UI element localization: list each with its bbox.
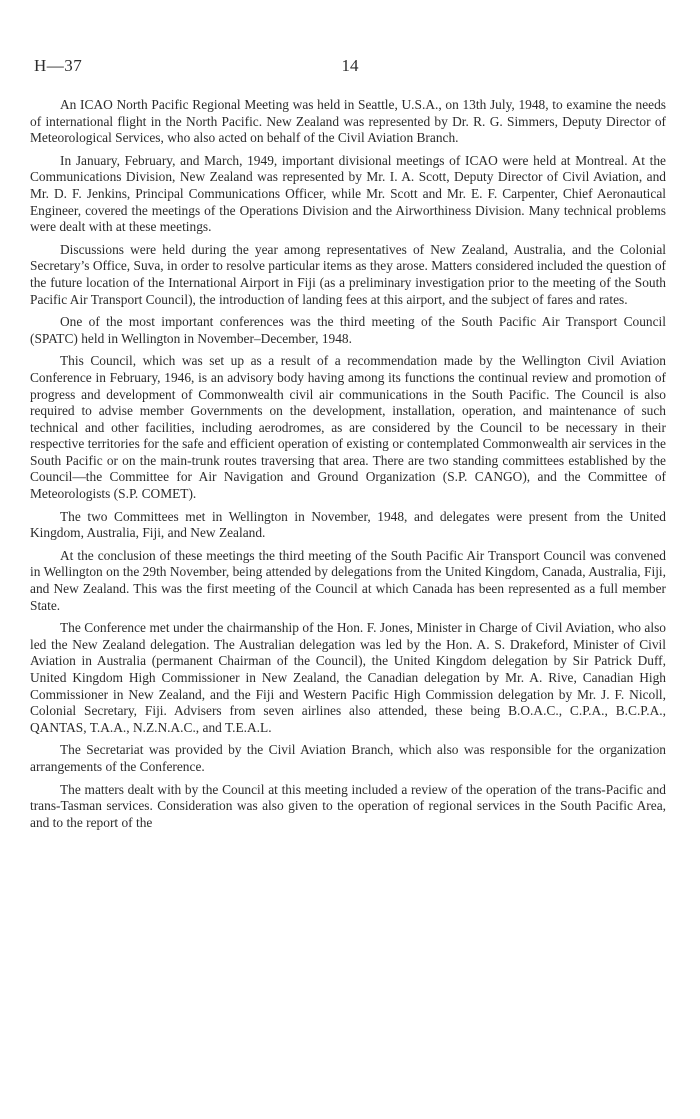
document-reference: H—37 bbox=[34, 56, 83, 75]
body-text bbox=[30, 97, 666, 837]
paragraph-montreal-meetings: In January, February, and March, 1949, important divisional meetings of ICAO were held at Montreal. At the Communications Division, New Zealand was represented by Mr. I. A. Scott, Deputy Director of Civil Aviation, and Mr. D. F. Jenkins, Principal Communications Officer, while Mr. Scott and Mr. E. F. Carpenter, Chief Aeronautical Engineer, covered the meetings of the Operations Division and the Airworthiness Division. Many technical problems were dealt with at these meetings. bbox=[30, 152, 666, 235]
paragraph-secretariat: The Secretariat was provided by the Civil Aviation Branch, which also was responsible for the organization arrangements of the Conference. bbox=[30, 742, 666, 774]
paragraph-chairmanship: The Conference met under the chairmanship of the Hon. F. Jones, Minister in Charge of Civil Aviation, who also led the New Zealand delegation. The Australian delegation was led by the Hon. A. S. Drakeford, Minister of Civil Aviation in Australia (permanent Chairman of the Council), the United Kingdom delegation by Sir Patrick Duff, United Kingdom High Commissioner in New Zealand, the Canadian delegation by Mr. A. Rive, Canadian High Commissioner in New Zealand, and the Fiji and Western Pacific High Commission delegation by Mr. J. F. Nicoll, Colonial Secretary, Fiji. Advisers from seven airlines also attended, these being B.O.A.C., C.P.A., B.C.P.A., QANTAS, T.A.A., N.Z.N.A.C., and T.E.A.L. bbox=[30, 620, 666, 735]
running-header bbox=[34, 56, 666, 80]
paragraph-matters-dealt: The matters dealt with by the Council at this meeting included a review of the operation of the trans-Pacific and trans-Tasman services. Consideration was also given to the operation of regional services in the South Pacific Area, and to the report of the bbox=[30, 781, 666, 830]
paragraph-committees: The two Committees met in Wellington in November, 1948, and delegates were present from the United Kingdom, Australia, Fiji, and New Zealand. bbox=[30, 508, 666, 541]
paragraph-council-purpose: This Council, which was set up as a result of a recommendation made by the Wellington Civil Aviation Conference in February, 1946, is an advisory body having among its functions the continual review and promotion of progress and development of Commonwealth civil air communications in the South Pacific. The Council is also required to advise member Governments on the development, installation, operation, and maintenance of such technical and other facilities, including aerodromes, as are considered by the Council to be necessary in their respective territories for the safe and efficient operation of existing or contemplated Commonwealth air services in the South Pacific or on the main-trunk routes traversing that area. There are two standing committees established by the Council—the Committee for Air Navigation and Ground Organization (S.P. CANGO), and the Committee of Meteorologists (S.P. COMET). bbox=[30, 353, 666, 502]
paragraph-third-meeting: At the conclusion of these meetings the third meeting of the South Pacific Air Transport Council was convened in Wellington on the 29th November, being attended by delegations from the United Kingdom, Canada, Australia, Fiji, and New Zealand. This was the first meeting of the Council at which Canada has been represented as a full member State. bbox=[30, 547, 666, 613]
page-number: 14 bbox=[341, 56, 359, 75]
paragraph-discussions: Discussions were held during the year among representatives of New Zealand, Australia, and the Colonial Secretary’s Office, Suva, in order to resolve particular items as they arose. Matters considered included the question of the future location of the International Airport in Fiji (as a preliminary investigation prior to the meeting of the South Pacific Air Transport Council), the introduction of landing fees at this airport, and the subject of fares and rates. bbox=[30, 241, 666, 307]
paragraph-spatc-meeting: One of the most important conferences was the third meeting of the South Pacific Air Transport Council (SPATC) held in Wellington in November–December, 1948. bbox=[30, 314, 666, 346]
paragraph-icao-north-pacific: An ICAO North Pacific Regional Meeting was held in Seattle, U.S.A., on 13th July, 1948, to examine the needs of international flight in the North Pacific. New Zealand was represented by Dr. R. G. Simmers, Deputy Director of Meteorological Services, who also acted on behalf of the Civil Aviation Branch. bbox=[30, 97, 666, 146]
